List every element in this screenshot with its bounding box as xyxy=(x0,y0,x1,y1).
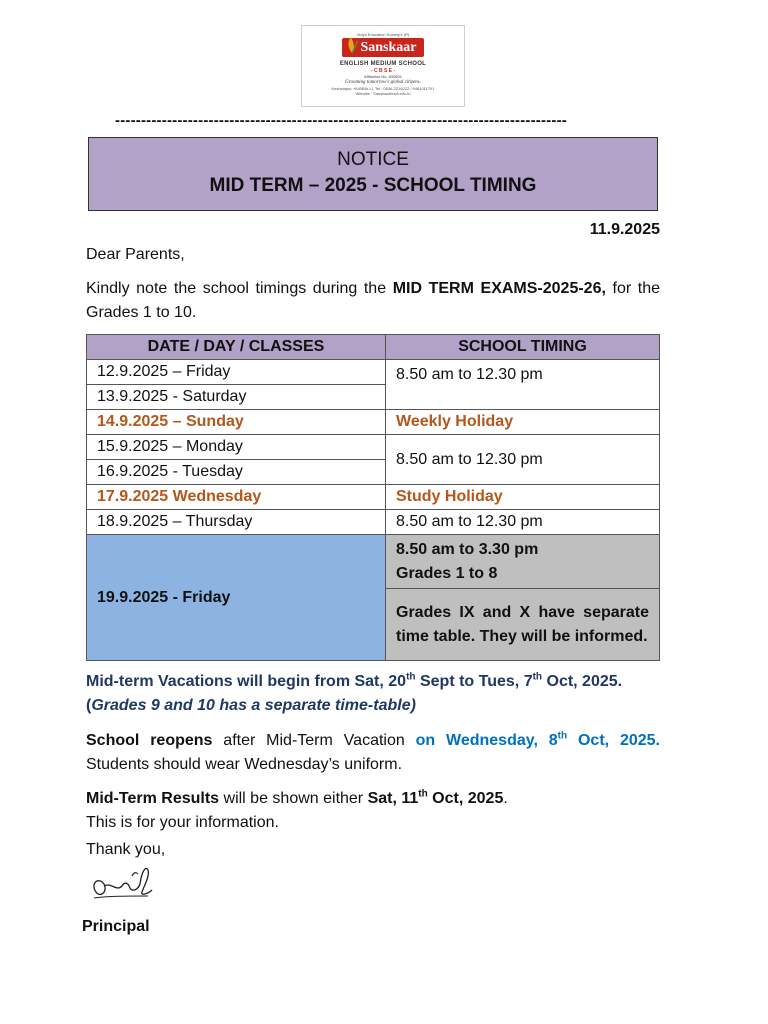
superscript: th xyxy=(557,730,568,742)
date-cell: 16.9.2025 - Tuesday xyxy=(87,460,386,485)
table-row xyxy=(87,435,660,460)
logo-address: Keshwapur, HUBBALLI, Tel : 0836-2216222 / 9481011701 xyxy=(331,86,435,91)
reopen-date: Oct, 2025. xyxy=(567,732,660,749)
logo-board: - C B S E - xyxy=(370,68,396,74)
intro-text: Kindly note the school timings during the xyxy=(86,280,393,297)
results-date: Sat, 11 xyxy=(367,790,419,807)
date-cell: 17.9.2025 Wednesday xyxy=(87,485,386,510)
column-header-timing: SCHOOL TIMING xyxy=(386,335,660,360)
reopen-text: after Mid-Term Vacation xyxy=(212,732,416,749)
table-row xyxy=(87,360,660,385)
logo-affiliation: Affiliation No. 830651 xyxy=(364,74,402,79)
school-logo xyxy=(301,25,465,107)
reopen-text: Students should wear Wednesday’s uniform. xyxy=(86,756,403,773)
thanks-line: Thank you, xyxy=(86,841,166,858)
timing-cell: Grades IX and X have separate time table. They will be informed. xyxy=(386,589,660,661)
principal-signoff: Principal xyxy=(82,918,150,935)
reopen-date: on Wednesday, 8 xyxy=(415,732,558,749)
reopen-label: School reopens xyxy=(86,732,213,749)
vacation-text: Sept to Tues, 7 xyxy=(415,673,533,690)
vacation-paragraph xyxy=(86,670,660,718)
timing-table xyxy=(86,334,660,661)
timing-line: 8.50 am to 3.30 pm xyxy=(396,540,539,558)
table-header-row xyxy=(87,335,660,360)
timing-line: Grades 1 to 8 xyxy=(396,564,498,582)
results-label: Mid-Term Results xyxy=(86,790,220,807)
superscript: th xyxy=(418,788,428,800)
vacation-text: Oct, 2025. ( xyxy=(86,673,623,714)
superscript: th xyxy=(532,671,543,683)
logo-website: Website : Sanskaarhubli.edu.in xyxy=(355,91,411,96)
info-line: This is for your information. xyxy=(86,814,279,831)
timing-cell: Weekly Holiday xyxy=(386,410,660,435)
column-header-date: DATE / DAY / CLASSES xyxy=(87,335,386,360)
date-cell: 13.9.2025 - Saturday xyxy=(87,385,386,410)
date-cell: 15.9.2025 – Monday xyxy=(87,435,386,460)
logo-brand: Sanskaar xyxy=(342,38,423,57)
logo-motto: Grooming tomorrow's global citizens. xyxy=(345,80,421,85)
salutation: Dear Parents, xyxy=(86,246,185,263)
logo-school-name: ENGLISH MEDIUM SCHOOL xyxy=(339,61,427,67)
logo-society: Vidya Education Society's (R) xyxy=(356,32,410,37)
timing-cell: 8.50 am to 12.30 pm xyxy=(386,435,660,485)
results-paragraph xyxy=(86,787,660,811)
results-text: . xyxy=(503,790,508,807)
vacation-text: Mid-term Vacations will begin from Sat, 20 xyxy=(86,673,407,690)
timing-cell: Study Holiday xyxy=(386,485,660,510)
logo-brand-row xyxy=(302,38,464,58)
intro-grades: for the Grades 1 to 10. xyxy=(86,280,661,321)
table-row xyxy=(87,535,660,589)
table-row xyxy=(87,485,660,510)
timing-cell: 8.50 am to 12.30 pm xyxy=(386,510,660,535)
leaf-icon xyxy=(346,36,358,54)
notice-header xyxy=(88,137,658,211)
notice-date: 11.9.2025 xyxy=(589,221,660,238)
date-cell: 14.9.2025 – Sunday xyxy=(87,410,386,435)
table-row xyxy=(87,410,660,435)
table-row xyxy=(87,510,660,535)
divider-line: --------------------------------------------------------------------------------------- xyxy=(115,112,567,129)
timing-cell xyxy=(386,535,660,589)
signature-icon xyxy=(88,862,158,910)
reopen-paragraph xyxy=(86,729,660,777)
timing-cell: 8.50 am to 12.30 pm xyxy=(386,360,660,410)
date-cell: 19.9.2025 - Friday xyxy=(87,535,386,661)
superscript: th xyxy=(406,671,416,683)
vacation-note: Grades 9 and 10 has a separate time-table) xyxy=(91,697,416,714)
results-text: will be shown either xyxy=(219,790,368,807)
date-cell: 12.9.2025 – Friday xyxy=(87,360,386,385)
intro-paragraph xyxy=(86,277,660,325)
date-cell: 18.9.2025 – Thursday xyxy=(87,510,386,535)
notice-title: NOTICE xyxy=(337,149,409,170)
results-date: Oct, 2025 xyxy=(427,790,504,807)
intro-exam-name: MID TERM EXAMS-2025-26, xyxy=(392,280,606,297)
notice-subtitle: MID TERM – 2025 - SCHOOL TIMING xyxy=(209,175,537,196)
